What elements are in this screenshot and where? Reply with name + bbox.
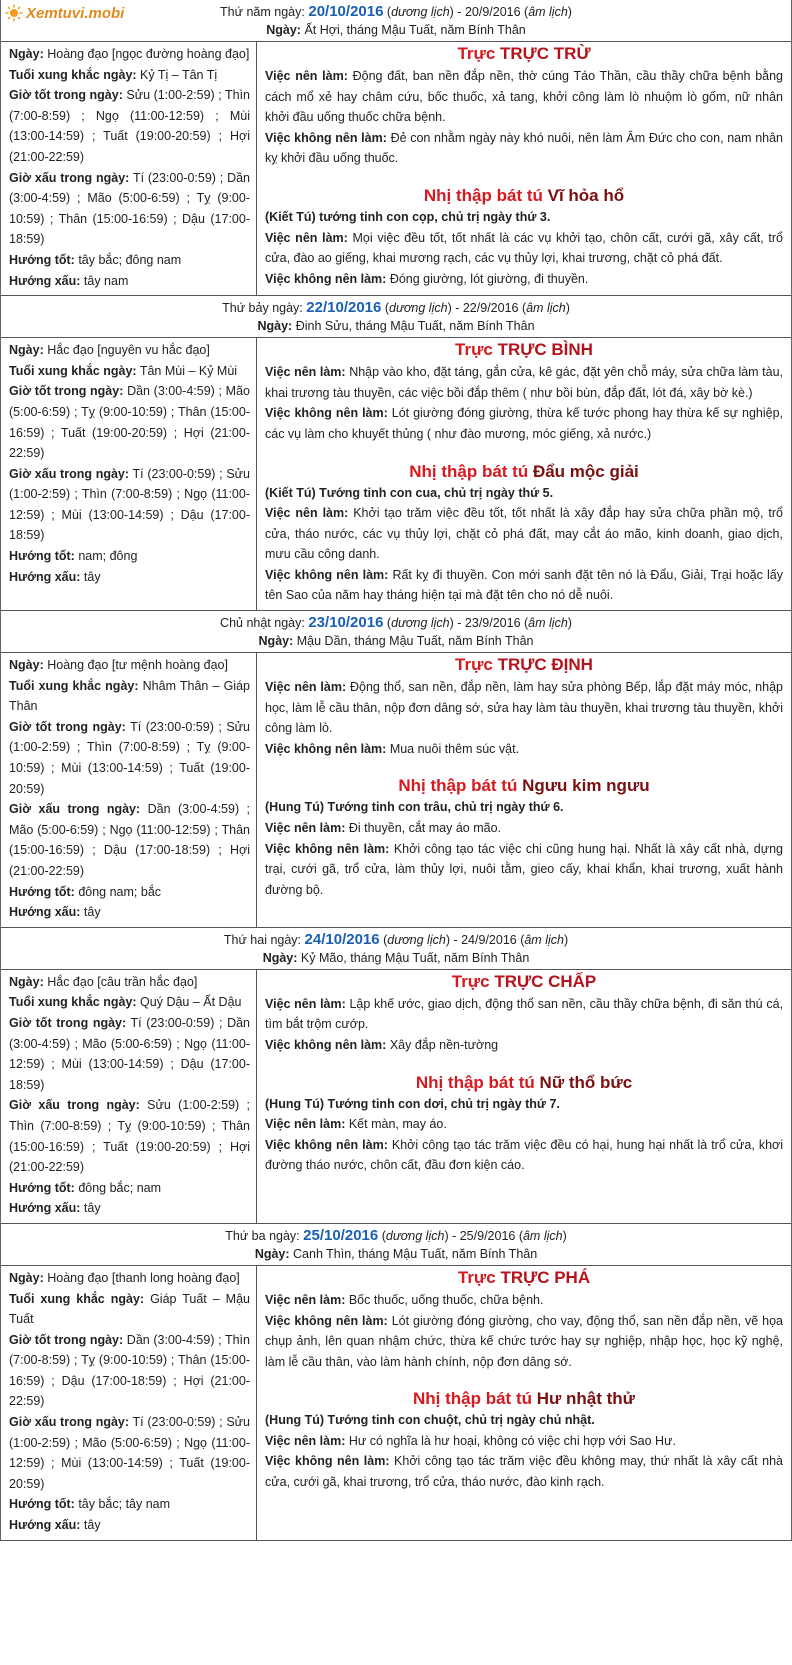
gio-xau-row	[9, 464, 250, 546]
tuoi-xung-row	[9, 676, 250, 717]
huong-tot-value: tây bắc; đông nam	[78, 252, 182, 267]
viec-nen-label: Việc nên làm:	[265, 996, 346, 1011]
truc-khong-row	[265, 739, 783, 760]
day-body	[1, 1266, 791, 1540]
viec-khong-label: Việc không nên làm:	[265, 741, 387, 756]
ngay-label: ngày:	[270, 932, 302, 947]
tuoi-xung-label: Tuổi xung khắc ngày:	[9, 363, 137, 378]
huong-xau-label: Hướng xấu:	[9, 905, 81, 920]
nhi-thap-title	[265, 775, 783, 797]
tu-name: Ngưu kim ngưu	[522, 776, 650, 796]
truc-title	[265, 340, 783, 360]
truc-name: TRỰC PHÁ	[500, 1267, 591, 1287]
ngay-row	[9, 972, 250, 993]
tuoi-xung-value: Tân Mùi – Kỷ Mùi	[139, 363, 238, 378]
solar-date: 23/10/2016	[308, 614, 384, 632]
viec-khong-label: Việc không nên làm:	[265, 1137, 388, 1152]
huong-tot-row	[9, 546, 250, 567]
day-header-line2	[1, 317, 791, 335]
truc-nen-row	[265, 362, 783, 403]
tu-nen-row	[265, 228, 783, 269]
viec-khong-label: Việc không nên làm:	[265, 406, 388, 421]
ngay-label: ngày:	[274, 616, 305, 631]
viec-khong-label: Việc không nên làm:	[265, 567, 389, 582]
day-info	[1, 1266, 257, 1540]
huong-tot-value: đông bắc; nam	[78, 1180, 162, 1195]
gio-tot-value: Tí (23:00-0:59) ; Dần (3:00-4:59) ; Mão (5:00-6:59) ; Ngọ (11:00-12:59) ; Mùi (13:00-14:59) ; Dậu (17:00-18:59)	[9, 1015, 250, 1092]
day-block	[1, 611, 791, 928]
huong-xau-value: tây	[83, 569, 101, 584]
truc-nen-value: Động đất, ban nền đắp nền, thờ cúng Táo Thần, cầu thầy chữa bệnh bằng cách mổ xẻ hay châm cứu, bốc thuốc, xả tang, khởi công làm lò nhuộm lò gốm, nữ nhân khởi đầu uống thuốc chữa bệnh.	[265, 69, 784, 125]
tu-khong-row	[265, 839, 783, 901]
canchi: Ất Hợi, tháng Mậu Tuất, năm Bính Thân	[304, 23, 526, 37]
huong-xau-label: Hướng xấu:	[9, 569, 81, 584]
tu-khong-value: Khởi công tạo tác trăm việc đều có hại, hung hại nhất là trổ cửa, khơi đường tháo nước, chôn cất, đầu đơn kiện cáo.	[265, 1137, 783, 1173]
truc-khong-row	[265, 1035, 783, 1056]
tu-description: (Hung Tú) Tướng tinh con chuột, chủ trị ngày chủ nhật.	[265, 1413, 595, 1428]
viec-nen-label: Việc nên làm:	[265, 506, 349, 521]
huong-xau-label: Hướng xấu:	[9, 273, 81, 288]
truc-nen-value: Nhập vào kho, đặt táng, gắn cửa, kê gác, đặt yên chỗ máy, sửa chữa làm tàu, khai trương tàu thuyền, các việc bồi đắp thêm ( như bồi bùn, đắp đất, lót đá, xây bờ kè.)	[265, 365, 784, 400]
sun-icon	[5, 4, 23, 22]
site-logo[interactable]	[5, 4, 124, 22]
tuoi-xung-value: Quý Dậu – Ất Dậu	[140, 995, 242, 1010]
ngay-label: Ngày:	[9, 658, 44, 673]
day-header-line1: Thứ ba ngày: 25/10/2016 (dương lịch) - 25/9/2016 (âm lịch)	[225, 1226, 567, 1244]
ngay-row	[9, 340, 250, 361]
tu-name: Đẩu mộc giải	[532, 461, 639, 481]
lunar-date: 20/9/2016	[464, 5, 521, 19]
day-header-line2	[1, 949, 791, 967]
nhi-thap-label: Nhị thập bát tú	[415, 1072, 535, 1092]
truc-khong-value: Lót giường đóng giường, cho vay, động thổ, san nền đắp nền, vẽ họa chụp ảnh, lên quan nhậm chức, thừa kế chức tước hay sự nghiệp, nhập học, học kỹ nghệ, làm lễ cầu thân, vào làm hành chính, nộp đơn dâng sớ.	[265, 1313, 784, 1369]
weekday: Thứ hai	[223, 932, 267, 947]
huong-tot-row	[9, 250, 250, 271]
huong-tot-value: tây bắc; tây nam	[78, 1497, 171, 1512]
viec-nen-label: Việc nên làm:	[265, 1117, 346, 1132]
truc-label: Trực	[455, 340, 493, 360]
lunar-date: 24/9/2016	[461, 932, 517, 947]
canchi: Mậu Dần, tháng Mậu Tuất, năm Bính Thân	[296, 634, 534, 649]
gio-tot-row	[9, 85, 250, 167]
canchi: Đinh Sửu, tháng Mậu Tuất, năm Bính Thân	[295, 319, 535, 334]
gio-xau-value: Tí (23:00-0:59) ; Sửu (1:00-2:59) ; Mão (5:00-6:59) ; Ngọ (11:00-12:59) ; Mùi (13:00-14:59) ; Tuất (19:00-20:59)	[9, 1415, 251, 1491]
ngay-label: Ngày:	[9, 47, 44, 61]
tu-khong-value: Khởi công tạo tác việc chi cũng hung hại. Nhất là xây cất nhà, dựng trại, cưới gã, trổ cửa, làm thủy lợi, nuôi tằm, gieo cấy, khai khẩn, khai trương, xuất hành đường bộ.	[265, 841, 783, 897]
huong-xau-value: tây nam	[83, 273, 129, 288]
huong-xau-row	[9, 271, 250, 292]
tu-khong-value: Rất kỵ đi thuyền. Con mới sanh đặt tên nó là Đẩu, Giải, Trại hoặc lấy tên Sao của năm hay tháng hiện tại mà đặt tên cho nó dễ nuôi.	[265, 567, 783, 603]
huong-tot-label: Hướng tốt:	[9, 549, 75, 564]
tu-nen-value: Khởi tạo trăm việc đều tốt, tốt nhất là xây đắp hay sửa chữa phần mộ, trổ cửa, tháo nước, các vụ thủy lợi, chặt cỏ phá đất, may cắt áo mão, kinh doanh, giao dịch, mưu cầu công danh.	[265, 506, 783, 562]
nhi-thap-label: Nhị thập bát tú	[423, 185, 543, 205]
nhi-thap-title	[265, 185, 783, 207]
gio-xau-row	[9, 1095, 250, 1177]
tuoi-xung-label: Tuổi xung khắc ngày:	[9, 678, 139, 693]
tu-nen-row	[265, 1431, 783, 1452]
tu-description: (Kiết Tú) Tướng tinh con cua, chủ trị ngày thứ 5.	[265, 485, 554, 500]
huong-tot-label: Hướng tốt:	[9, 1497, 75, 1512]
day-activities	[257, 42, 791, 295]
ngay-label: ngày:	[269, 1228, 300, 1243]
truc-nen-value: Lập khế ước, giao dịch, động thổ san nền, cầu thầy chữa bệnh, đi săn thú cá, tìm bắt trộm cướp.	[265, 996, 783, 1032]
ngay-row	[9, 1268, 250, 1289]
tu-nen-row	[265, 1114, 783, 1135]
tu-khong-row	[265, 1135, 783, 1176]
weekday: Thứ bảy	[222, 301, 269, 316]
truc-nen-row	[265, 1290, 783, 1311]
day-info	[1, 970, 257, 1223]
am-lich-label: âm lịch	[522, 1228, 563, 1243]
ngay-label: ngày:	[274, 5, 305, 19]
gio-tot-label: Giờ tốt trong ngày:	[9, 719, 126, 734]
viec-khong-label: Việc không nên làm:	[265, 1313, 388, 1328]
ngay-row	[9, 44, 250, 65]
huong-xau-value: tây	[83, 1518, 101, 1533]
viec-nen-label: Việc nên làm:	[265, 1292, 346, 1307]
viec-nen-label: Việc nên làm:	[265, 69, 348, 83]
day-header	[1, 0, 791, 42]
tuoi-xung-row	[9, 1289, 250, 1330]
gio-xau-label: Giờ xấu trong ngày:	[9, 466, 130, 481]
truc-khong-row	[265, 128, 783, 169]
truc-name: TRỰC ĐỊNH	[497, 655, 593, 675]
tu-nen-value: Hư có nghĩa là hư hoại, không có việc chi hợp với Sao Hư.	[348, 1433, 676, 1448]
day-header-line1: Chủ nhật ngày: 23/10/2016 (dương lịch) - 23/9/2016 (âm lịch)	[220, 614, 572, 632]
nhi-thap-title	[265, 1072, 783, 1094]
gio-xau-row	[9, 799, 250, 881]
tu-nen-row	[265, 818, 783, 839]
am-lich-label: âm lịch	[526, 301, 566, 316]
truc-label: Trực	[451, 971, 490, 991]
tu-khong-row	[265, 565, 783, 606]
truc-title	[265, 972, 783, 992]
tuoi-xung-label: Tuổi xung khắc ngày:	[9, 995, 137, 1010]
day-header	[1, 1224, 791, 1266]
truc-nen-row	[265, 677, 783, 739]
huong-tot-label: Hướng tốt:	[9, 1180, 75, 1195]
tu-nen-value: Đi thuyền, cắt may áo mão.	[348, 821, 501, 836]
tuoi-xung-value: Nhâm Thân – Giáp Thân	[9, 678, 250, 714]
tu-name: Nữ thổ bức	[539, 1072, 633, 1092]
duong-lich-label: dương lịch	[389, 301, 448, 316]
ngay-value: Hoàng đạo [tư mệnh hoàng đạo]	[47, 658, 228, 673]
nhi-thap-label: Nhị thập bát tú	[398, 776, 518, 796]
day-activities	[257, 653, 791, 927]
tuoi-xung-value: Giáp Tuất – Mậu Tuất	[9, 1291, 250, 1327]
ngay-label: Ngày:	[9, 1270, 44, 1285]
tuoi-xung-row	[9, 65, 250, 86]
viec-khong-label: Việc không nên làm:	[265, 841, 390, 856]
day-body	[1, 970, 791, 1223]
ngay-label: ngày:	[272, 301, 303, 316]
ngay-value: Hoàng đạo [thanh long hoàng đạo]	[47, 1270, 240, 1285]
truc-title	[265, 1268, 783, 1288]
ngay-top-label: Ngày:	[258, 634, 294, 649]
gio-tot-label: Giờ tốt trong ngày:	[9, 1015, 127, 1030]
day-block	[1, 1224, 791, 1541]
truc-label: Trực	[455, 655, 493, 675]
huong-xau-label: Hướng xấu:	[9, 1201, 81, 1216]
nhi-thap-label: Nhị thập bát tú	[413, 1389, 532, 1409]
viec-khong-label: Việc không nên làm:	[265, 1454, 390, 1469]
truc-nen-row	[265, 994, 783, 1035]
huong-tot-label: Hướng tốt:	[9, 252, 75, 267]
viec-nen-label: Việc nên làm:	[265, 821, 346, 836]
tuoi-xung-label: Tuổi xung khắc ngày:	[9, 1291, 145, 1306]
am-lich-label: âm lịch	[528, 616, 568, 631]
gio-xau-value: Tí (23:00-0:59) ; Dần (3:00-4:59) ; Mão (5:00-6:59) ; Tỵ (9:00-10:59) ; Thân (15:00-16:59) ; Dậu (17:00-18:59)	[9, 170, 250, 247]
weekday: Thứ ba	[225, 1228, 266, 1243]
viec-nen-label: Việc nên làm:	[265, 680, 347, 695]
ngay-top-label: Ngày:	[262, 950, 298, 965]
nhi-thap-title	[265, 1388, 783, 1410]
tu-khong-value: Đóng giường, lót giường, đi thuyền.	[389, 271, 589, 286]
truc-nen-value: Bốc thuốc, uống thuốc, chữa bệnh.	[348, 1292, 544, 1307]
gio-tot-value: Tí (23:00-0:59) ; Sửu (1:00-2:59) ; Thìn (7:00-8:59) ; Tỵ (9:00-10:59) ; Mùi (13:00-14:59) ; Tuất (19:00-20:59)	[9, 719, 251, 796]
day-activities	[257, 970, 791, 1223]
gio-tot-row	[9, 1013, 250, 1095]
truc-khong-value: Mua nuôi thêm súc vật.	[389, 741, 520, 756]
day-activities	[257, 1266, 791, 1540]
truc-khong-value: Lót giường đóng giường, thừa kế tước phong hay thừa kế sự nghiệp, các vụ làm cho khuyết thủng ( như đào mương, móc giếng, xả nước.)	[265, 406, 783, 441]
day-block	[1, 0, 791, 296]
gio-xau-label: Giờ xấu trong ngày:	[9, 1098, 140, 1113]
duong-lich-label: dương lịch	[387, 932, 446, 947]
ngay-label: Ngày:	[9, 974, 44, 989]
gio-xau-label: Giờ xấu trong ngày:	[9, 170, 130, 185]
huong-tot-value: đông nam; bắc	[78, 884, 162, 899]
day-body	[1, 42, 791, 295]
day-header	[1, 611, 791, 653]
huong-tot-value: nam; đông	[78, 549, 138, 564]
day-header-line2	[1, 632, 791, 650]
duong-lich-label: dương lịch	[391, 616, 450, 631]
canchi: Kỷ Mão, tháng Mậu Tuất, năm Bính Thân	[300, 950, 530, 965]
truc-name: TRỰC BÌNH	[497, 340, 593, 360]
huong-tot-label: Hướng tốt:	[9, 884, 75, 899]
tuoi-xung-value: Kỷ Tị – Tân Tị	[140, 67, 218, 82]
gio-tot-row	[9, 381, 250, 463]
tu-nen-value: Kết màn, may áo.	[348, 1117, 447, 1132]
gio-tot-value: Dần (3:00-4:59) ; Mão (5:00-6:59) ; Tỵ (9:00-10:59) ; Thân (15:00-16:59) ; Tuất (19:00-20:59) ; Hợi (21:00-22:59)	[9, 384, 250, 461]
day-header-line1: Thứ bảy ngày: 22/10/2016 (dương lịch) - 22/9/2016 (âm lịch)	[222, 299, 570, 317]
truc-title	[265, 655, 783, 675]
day-block	[1, 296, 791, 611]
duong-lich-label: dương lịch	[391, 5, 450, 19]
huong-tot-row	[9, 1178, 250, 1199]
truc-khong-row	[265, 1311, 783, 1373]
lunar-date: 22/9/2016	[462, 301, 519, 316]
tuoi-xung-label: Tuổi xung khắc ngày:	[9, 67, 137, 82]
truc-name: TRỰC CHẤP	[494, 971, 597, 991]
am-lich-label: âm lịch	[524, 932, 564, 947]
tu-nen-row	[265, 503, 783, 565]
tu-nen-value: Mọi việc đều tốt, tốt nhất là các vụ khởi tạo, chôn cất, cưới gã, xây cất, trổ cửa, đào ao giếng, khai mương rạch, các vụ thủy lợi, khai trương, chặt cỏ phá đất.	[265, 230, 783, 266]
tu-name: Vĩ hỏa hổ	[547, 185, 625, 205]
viec-khong-label: Việc không nên làm:	[265, 271, 387, 286]
huong-xau-value: tây	[83, 1201, 101, 1216]
gio-tot-value: Dần (3:00-4:59) ; Thìn (7:00-8:59) ; Tỵ (9:00-10:59) ; Thân (15:00-16:59) ; Dậu (17:00-18:59) ; Hợi (21:00-22:59)	[9, 1332, 250, 1409]
truc-nen-row	[265, 66, 783, 128]
day-header	[1, 928, 791, 970]
truc-title	[265, 44, 783, 64]
am-lich-label: âm lịch	[528, 5, 568, 19]
nhi-thap-label: Nhị thập bát tú	[409, 461, 529, 481]
truc-label: Trực	[457, 44, 496, 63]
gio-tot-value: Sửu (1:00-2:59) ; Thìn (7:00-8:59) ; Ngọ (11:00-12:59) ; Mùi (13:00-14:59) ; Tuất (19:00-20:59) ; Hợi (21:00-22:59)	[9, 88, 250, 164]
tu-description: (Kiết Tú) tướng tinh con cọp, chủ trị ngày thứ 3.	[265, 209, 551, 224]
viec-nen-label: Việc nên làm:	[265, 230, 348, 245]
truc-khong-value: Đẻ con nhằm ngày này khó nuôi, nên làm Âm Đức cho con, nam nhân kỵ khởi đầu uống thuốc.	[265, 130, 784, 166]
day-header-line2	[1, 21, 791, 39]
logo-text: Xemtuvi.mobi	[26, 4, 125, 22]
day-header-line1: Thứ hai ngày: 24/10/2016 (dương lịch) - 24/9/2016 (âm lịch)	[223, 930, 569, 948]
ngay-value: Hắc đạo [câu trần hắc đạo]	[47, 974, 198, 989]
huong-xau-value: tây	[83, 905, 101, 920]
ngay-top-label: Ngày:	[254, 1246, 290, 1261]
tu-khong-value: Khởi công tạo tác trăm việc đều không may, thứ nhất là xây cất nhà cửa, cưới gã, khai trương, trổ cửa, tháo nước, đào kinh rạch.	[265, 1454, 783, 1490]
gio-xau-label: Giờ xấu trong ngày:	[9, 802, 141, 817]
weekday: Chủ nhật	[220, 616, 271, 631]
viec-khong-label: Việc không nên làm:	[265, 130, 387, 145]
huong-xau-row	[9, 1515, 250, 1536]
tu-khong-row	[265, 269, 783, 290]
day-header-line2	[1, 1245, 791, 1263]
lunar-date: 23/9/2016	[464, 616, 521, 631]
ngay-row	[9, 655, 250, 676]
solar-date: 24/10/2016	[304, 930, 380, 948]
gio-tot-label: Giờ tốt trong ngày:	[9, 1332, 124, 1347]
viec-nen-label: Việc nên làm:	[265, 1433, 346, 1448]
duong-lich-label: dương lịch	[385, 1228, 445, 1243]
solar-date: 22/10/2016	[306, 299, 382, 317]
solar-date: 20/10/2016	[308, 3, 384, 20]
day-activities	[257, 338, 791, 610]
viec-nen-label: Việc nên làm:	[265, 365, 346, 380]
huong-xau-row	[9, 1198, 250, 1219]
day-block	[1, 928, 791, 1224]
truc-label: Trực	[457, 1267, 496, 1287]
day-info	[1, 338, 257, 610]
gio-xau-row	[9, 168, 250, 250]
day-header	[1, 296, 791, 338]
ngay-label: Ngày:	[9, 343, 44, 358]
gio-xau-value: Sửu (1:00-2:59) ; Thìn (7:00-8:59) ; Tỵ (9:00-10:59) ; Thân (15:00-16:59) ; Tuất (19:00-20:59) ; Hợi (21:00-22:59)	[9, 1098, 250, 1175]
tuoi-xung-row	[9, 361, 250, 382]
gio-tot-row	[9, 1330, 250, 1412]
tu-description: (Hung Tú) Tướng tinh con dơi, chủ trị ngày thứ 7.	[265, 1096, 560, 1111]
ngay-value: Hoàng đạo [ngọc đường hoàng đạo]	[47, 47, 250, 61]
gio-xau-value: Dần (3:00-4:59) ; Mão (5:00-6:59) ; Ngọ (11:00-12:59) ; Thân (15:00-16:59) ; Dậu (17:00-18:59) ; Hợi (21:00-22:59)	[9, 802, 251, 878]
gio-xau-row	[9, 1412, 250, 1494]
gio-xau-label: Giờ xấu trong ngày:	[9, 1415, 130, 1430]
day-header-line1: Thứ năm ngày: 20/10/2016 (dương lịch) - 20/9/2016 (âm lịch)	[220, 3, 572, 20]
lunar-date: 25/9/2016	[459, 1228, 516, 1243]
truc-name: TRỰC TRỪ	[500, 44, 591, 63]
weekday: Thứ năm	[220, 5, 271, 19]
huong-tot-row	[9, 882, 250, 903]
day-info	[1, 42, 257, 295]
truc-khong-row	[265, 403, 783, 444]
tu-description: (Hung Tú) Tướng tinh con trâu, chủ trị ngày thứ 6.	[265, 800, 564, 815]
truc-nen-value: Động thổ, san nền, đắp nền, làm hay sửa phòng Bếp, lắp đặt máy móc, nhập học, làm lễ cầu thân, nộp đơn dâng sớ, sửa hay làm tàu thuyền, khai trương tàu thuyền, khởi công làm lò.	[265, 680, 783, 736]
gio-tot-row	[9, 717, 250, 799]
solar-date: 25/10/2016	[303, 1226, 379, 1244]
ngay-top-label: Ngày:	[266, 23, 301, 37]
gio-tot-label: Giờ tốt trong ngày:	[9, 88, 123, 103]
day-body	[1, 653, 791, 927]
canchi: Canh Thìn, tháng Mậu Tuất, năm Bính Thân	[293, 1246, 538, 1261]
huong-tot-row	[9, 1494, 250, 1515]
nhi-thap-title	[265, 461, 783, 483]
huong-xau-label: Hướng xấu:	[9, 1518, 81, 1533]
day-body	[1, 338, 791, 610]
huong-xau-row	[9, 902, 250, 923]
gio-tot-label: Giờ tốt trong ngày:	[9, 384, 124, 399]
tu-name: Hư nhật thử	[536, 1389, 635, 1409]
ngay-value: Hắc đạo [nguyên vu hắc đạo]	[47, 343, 210, 358]
tu-khong-row	[265, 1451, 783, 1492]
truc-khong-value: Xây đắp nền-tường	[389, 1037, 499, 1052]
tuoi-xung-row	[9, 992, 250, 1013]
gio-xau-value: Tí (23:00-0:59) ; Sửu (1:00-2:59) ; Thìn (7:00-8:59) ; Ngọ (11:00-12:59) ; Mùi (13:00-14:59) ; Dậu (17:00-18:59)	[9, 466, 251, 543]
ngay-top-label: Ngày:	[257, 319, 293, 334]
day-info	[1, 653, 257, 927]
huong-xau-row	[9, 567, 250, 588]
viec-khong-label: Việc không nên làm:	[265, 1037, 387, 1052]
